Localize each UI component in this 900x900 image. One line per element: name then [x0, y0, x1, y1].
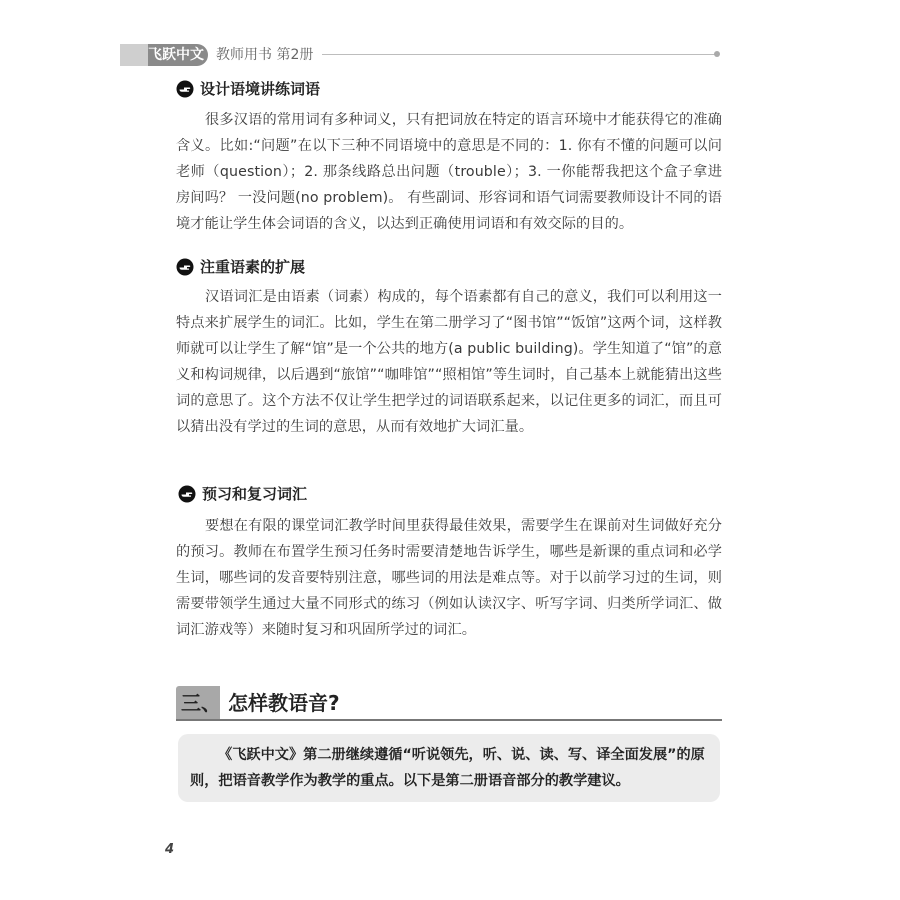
header-rule-dot [714, 51, 720, 57]
intro-callout-text: 《飞跃中文》第二册继续遵循“听说领先，听、说、读、写、译全面发展”的原则，把语音教学作为教学的重点。以下是第二册语音部分的教学建议。 [190, 747, 705, 789]
header-rule [322, 54, 716, 55]
header-brand: 飞跃中文 [148, 47, 204, 63]
pointing-hand-icon [178, 485, 196, 503]
running-header [120, 44, 722, 66]
section-heading [178, 483, 307, 504]
chapter-underline [176, 719, 722, 721]
section-title: 设计语境讲练词语 [200, 80, 321, 98]
header-subtitle: 教师用书 第2册 [216, 47, 314, 63]
section-body: 很多汉语的常用词有多种词义，只有把词放在特定的语言环境中才能获得它的准确含义。比如:“问题”在以下三种不同语境中的意思是不同的：1. 你有不懂的问题可以问老师（question）；2. 那条线路总出问题（trouble）；3. 一你能帮我把这个盒子拿进房间吗？ 一没问题(no problem)。 有些副词、形容词和语气词需要教师设计不同的语境才能让学生体会词语的含义，以达到正确使用词语和有效交际的目的。 [176, 112, 722, 232]
section-body: 要想在有限的课堂词汇教学时间里获得最佳效果，需要学生在课前对生词做好充分的预习。教师在布置学生预习任务时需要清楚地告诉学生，哪些是新课的重点词和必学生词，哪些词的发音要特别注意，哪些词的用法是难点等。对于以前学习过的生词，则需要带领学生通过大量不同形式的练习（例如认读汉字、听写字词、归类所学词汇、做词汇游戏等）来随时复习和巩固所学过的词汇。 [176, 518, 722, 638]
chapter-heading [176, 686, 722, 720]
header-brand-tab-accent [120, 44, 148, 66]
section-title: 预习和复习词汇 [202, 485, 308, 503]
pointing-hand-icon [176, 80, 194, 98]
page-number: 4 [165, 842, 175, 857]
section-body: 汉语词汇是由语素（词素）构成的，每个语素都有自己的意义，我们可以利用这一特点来扩展学生的词汇。比如，学生在第二册学习了“图书馆”“饭馆”这两个词，这样教师就可以让学生了解“馆”是一个公共的地方(a public building)。学生知道了“馆”的意义和构词规律，以后遇到“旅馆”“咖啡馆”“照相馆”等生词时，自己基本上就能猜出这些词的意思了。这个方法不仅让学生把学过的词语联系起来，以记住更多的词汇，而且可以猜出没有学过的生词的意思，从而有效地扩大词汇量。 [176, 289, 722, 435]
intro-callout [178, 734, 720, 802]
chapter-title: 怎样教语音? [228, 691, 340, 715]
section-title: 注重语素的扩展 [200, 258, 306, 276]
section-heading [176, 256, 305, 277]
section-heading [176, 78, 320, 99]
chapter-number: 三、 [181, 691, 221, 715]
pointing-hand-icon [176, 258, 194, 276]
